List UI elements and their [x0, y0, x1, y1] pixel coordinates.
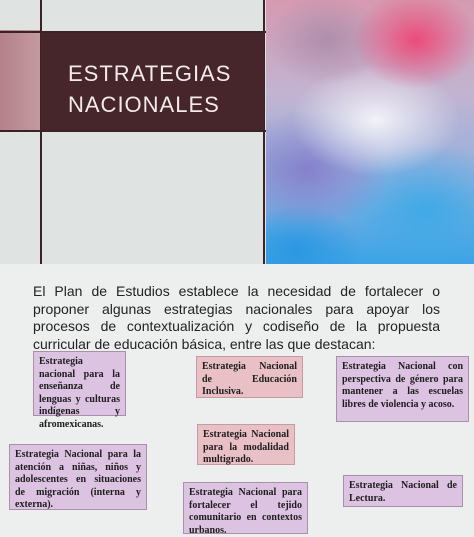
strategy-box-community-fabric: Estrategia Nacional para fortalecer el tejido comunitario en contextos urbanos.	[183, 482, 308, 534]
decorative-cloud-image	[266, 0, 474, 264]
strategy-box-indigenous-languages: Estrategia nacional para la enseñanza de lenguas y culturas indígenas y afromexicanas.	[33, 351, 126, 416]
strategy-box-migration: Estrategia Nacional para la atención a niñas, niños y adolescentes en situaciones de migración (interna y externa).	[9, 444, 147, 510]
page-title: ESTRATEGIAS NACIONALES	[68, 61, 232, 117]
divider-line	[0, 130, 266, 132]
strategy-box-inclusive-education: Estrategia Nacional de Educación Inclusiva.	[196, 356, 303, 398]
accent-block	[0, 30, 40, 130]
intro-paragraph: El Plan de Estudios establece la necesidad de fortalecer o proponer algunas estrategias nacionales para apoyar los procesos de contextualización y codiseño de la propuesta curricular de educación básica, entre las que destacan:	[33, 283, 440, 352]
strategy-box-multigrade: Estrategia Nacional para la modalidad multigrado.	[197, 424, 295, 465]
strategy-box-gender-perspective: Estrategia Nacional con perspectiva de género para mantener a las escuelas libres de violencia y acoso.	[336, 356, 469, 422]
strategy-box-reading: Estrategia Nacional de Lectura.	[343, 475, 463, 507]
